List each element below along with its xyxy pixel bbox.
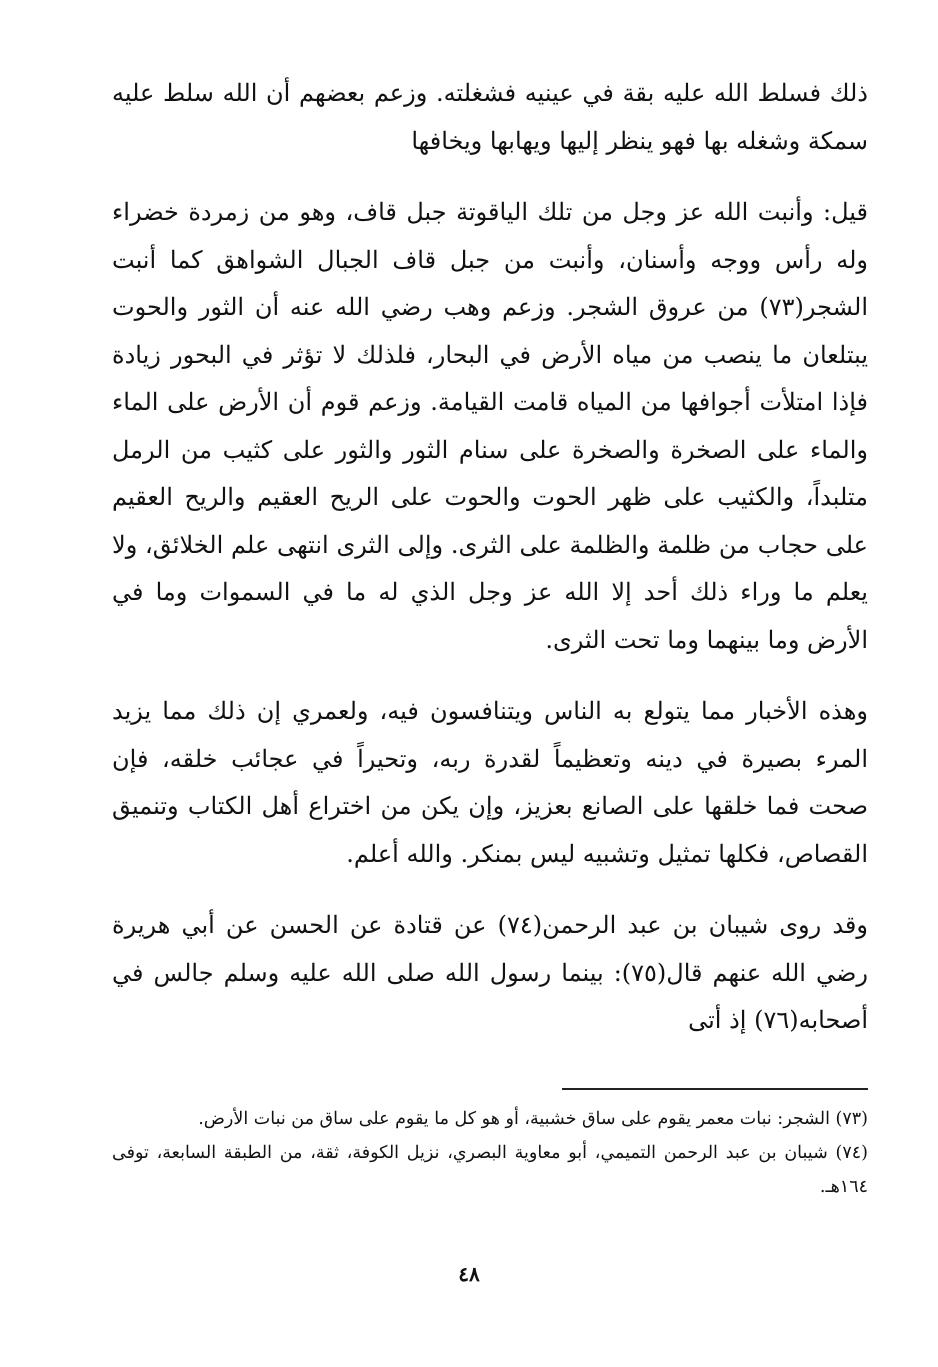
paragraph-3: وهذه الأخبار مما يتولع به الناس ويتنافسون فيه، ولعمري إن ذلك مما يزيد المرء بصيرة في دينه وتعظيماً لقدرة ربه، وتحيراً في عجائب خلقه، فإن صحت فما خلقها على الصانع بعزيز، وإن يكن من اختراع أهل الكتاب وتنميق القصاص، فكلها تمثيل وتشبيه ليس بمنكر. والله أعلم. (112, 697, 868, 868)
main-text (112, 70, 868, 1045)
paragraph-2: قيل: وأنبت الله عز وجل من تلك الياقوتة جبل قاف، وهو من زمردة خضراء وله رأس ووجه وأسنان، وأنبت من جبل قاف الجبال الشواهق كما أنبت الشجر(٧٣) من عروق الشجر. وزعم وهب رضي الله عنه أن الثور والحوت يبتلعان ما ينصب من مياه الأرض في البحار، فلذلك لا تؤثر في البحور زيادة فإذا امتلأت أجوافها من المياه قامت القيامة. وزعم قوم أن الأرض على الماء والماء على الصخرة والصخرة على سنام الثور والثور على كثيب من الرمل متلبداً، والكثيب على ظهر الحوت والحوت على الريح العقيم والريح العقيم على حجاب من ظلمة والظلمة على الثرى. وإلى الثرى انتهى علم الخلائق، ولا يعلم ما وراء ذلك أحد إلا الله عز وجل الذي له ما في السموات وما في الأرض وما بينهما وما تحت الثرى. (112, 198, 869, 654)
paragraph-1: ذلك فسلط الله عليه بقة في عينيه فشغلته. وزعم بعضهم أن الله سلط عليه سمكة وشغله بها فهو ينظر إليها ويهابها ويخافها (112, 79, 868, 155)
footnote-73: (٧٣) الشجر: نبات معمر يقوم على ساق خشبية، أو هو كل ما يقوم على ساق من نبات الأرض. (198, 1109, 868, 1129)
paragraph-4: وقد روى شيبان بن عبد الرحمن(٧٤) عن قتادة عن الحسن عن أبي هريرة رضي الله عنهم قال(٧٥): بينما رسول الله صلى الله عليه وسلم جالس في أصحابه(٧٦) إذ أتى (112, 911, 868, 1034)
footnote-74: (٧٤) شيبان بن عبد الرحمن التميمي، أبو معاوية البصري، نزيل الكوفة، ثقة، من الطبقة السابعة، توفى ١٦٤هـ. (112, 1143, 868, 1197)
footnotes (112, 1102, 868, 1204)
footnote-separator (562, 1088, 868, 1090)
page-number: ٤٨ (458, 1262, 480, 1286)
